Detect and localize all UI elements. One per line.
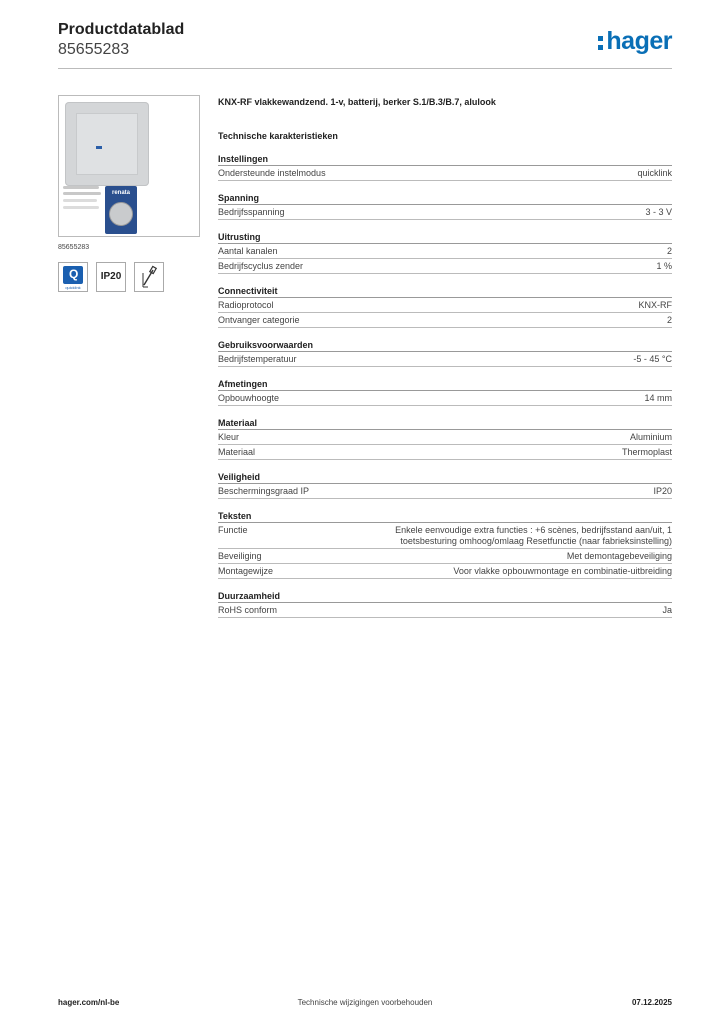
spec-value: Voor vlakke opbouwmontage en combinatie-uitbreiding xyxy=(453,566,672,576)
spec-groups xyxy=(218,153,672,618)
logo-text: hager xyxy=(606,27,672,55)
spec-group-title: Uitrusting xyxy=(218,231,672,244)
spec-row xyxy=(218,603,672,618)
rocker-plate xyxy=(76,113,138,175)
spec-group xyxy=(218,417,672,460)
product-description: KNX-RF vlakkewandzend. 1-v, batterij, berker S.1/B.3/B.7, alulook xyxy=(218,97,496,107)
spec-value: quicklink xyxy=(637,168,672,178)
spec-group xyxy=(218,285,672,328)
spec-value: Aluminium xyxy=(629,432,672,442)
spec-label: Kleur xyxy=(218,432,240,442)
spec-label: Ontvanger categorie xyxy=(218,315,300,325)
spec-label: Bedrijfstemperatuur xyxy=(218,354,297,364)
page-footer xyxy=(58,998,672,1010)
screw xyxy=(63,192,101,195)
spec-row xyxy=(218,352,672,367)
spec-group xyxy=(218,231,672,274)
spec-row xyxy=(218,445,672,460)
footer-website: hager.com/nl-be xyxy=(58,998,120,1007)
spec-value: -5 - 45 °C xyxy=(633,354,672,364)
led-indicator-icon xyxy=(96,146,102,149)
spec-group-title: Teksten xyxy=(218,510,672,523)
spec-row xyxy=(218,259,672,274)
coin-cell-icon xyxy=(109,202,133,226)
spec-value: 3 - 3 V xyxy=(645,207,672,217)
image-caption: 85655283 xyxy=(58,244,90,251)
spec-panel xyxy=(218,96,672,618)
spec-value: Met demontagebeveiliging xyxy=(566,551,672,561)
document-title: Productdatablad xyxy=(58,21,185,38)
spec-label: Bedrijfscyclus zender xyxy=(218,261,304,271)
spec-row xyxy=(218,166,672,181)
spec-value: 2 xyxy=(666,246,672,256)
spec-row xyxy=(218,313,672,328)
wall-plug xyxy=(63,206,99,209)
quicklink-badge xyxy=(58,262,88,292)
spec-label: Materiaal xyxy=(218,447,256,457)
spec-group xyxy=(218,590,672,618)
spec-group-title: Instellingen xyxy=(218,153,672,166)
spec-row xyxy=(218,523,672,549)
spec-value: Enkele eenvoudige extra functies : +6 scènes, bedrijfsstand aan/uit, 1 toetsbesturing omhoog/omlaag Resetfunctie (naar fabrieksinstelling) xyxy=(395,525,672,546)
spec-row xyxy=(218,564,672,579)
spec-group-title: Afmetingen xyxy=(218,378,672,391)
ip-rating-badge: IP20 xyxy=(96,262,126,292)
spec-group-title: Spanning xyxy=(218,192,672,205)
spec-value: 2 xyxy=(666,315,672,325)
spec-value: Ja xyxy=(662,605,672,615)
header-divider xyxy=(58,68,672,69)
battery-pack-icon xyxy=(105,186,137,234)
spec-label: Opbouwhoogte xyxy=(218,393,280,403)
spec-group-title: Materiaal xyxy=(218,417,672,430)
spec-row xyxy=(218,391,672,406)
spec-label: Functie xyxy=(218,525,248,535)
screwdriver-icon xyxy=(135,263,163,291)
spec-value: IP20 xyxy=(653,486,672,496)
spec-row xyxy=(218,298,672,313)
footer-notice: Technische wijzigingen voorbehouden xyxy=(297,998,433,1007)
spec-row xyxy=(218,244,672,259)
spec-group xyxy=(218,339,672,367)
spec-label: Beschermingsgraad IP xyxy=(218,486,310,496)
spec-label: Beveiliging xyxy=(218,551,262,561)
logo-dots-icon xyxy=(598,33,604,51)
hager-logo xyxy=(598,27,672,56)
quicklink-letter: Q xyxy=(69,267,79,281)
spec-label: Radioprotocol xyxy=(218,300,274,310)
spec-row xyxy=(218,549,672,564)
screwdriver-badge xyxy=(134,262,164,292)
screw xyxy=(63,186,99,189)
spec-value: 14 mm xyxy=(644,393,672,403)
product-number: 85655283 xyxy=(58,41,130,58)
spec-value: 1 % xyxy=(656,261,672,271)
tech-heading: Technische karakteristieken xyxy=(218,131,338,141)
battery-brand-label: renata xyxy=(111,190,130,196)
footer-date: 07.12.2025 xyxy=(631,998,672,1007)
spec-group xyxy=(218,153,672,181)
product-image xyxy=(58,95,200,237)
quicklink-caption: quicklink xyxy=(65,285,81,290)
spec-group xyxy=(218,378,672,406)
wall-plug xyxy=(63,199,97,202)
spec-group xyxy=(218,471,672,499)
spec-group-title: Duurzaamheid xyxy=(218,590,672,603)
wall-transmitter-icon xyxy=(65,102,149,186)
spec-label: Aantal kanalen xyxy=(218,246,278,256)
spec-group-title: Gebruiksvoorwaarden xyxy=(218,339,672,352)
spec-value: Thermoplast xyxy=(621,447,672,457)
spec-label: Bedrijfsspanning xyxy=(218,207,285,217)
spec-row xyxy=(218,484,672,499)
spec-row xyxy=(218,205,672,220)
spec-label: Montagewijze xyxy=(218,566,274,576)
spec-group xyxy=(218,510,672,579)
page-header xyxy=(58,20,672,68)
spec-group xyxy=(218,192,672,220)
spec-group-title: Connectiviteit xyxy=(218,285,672,298)
spec-value: KNX-RF xyxy=(638,300,672,310)
spec-group-title: Veiligheid xyxy=(218,471,672,484)
screws-icon xyxy=(63,184,103,218)
spec-label: RoHS conform xyxy=(218,605,278,615)
spec-label: Ondersteunde instelmodus xyxy=(218,168,326,178)
spec-row xyxy=(218,430,672,445)
